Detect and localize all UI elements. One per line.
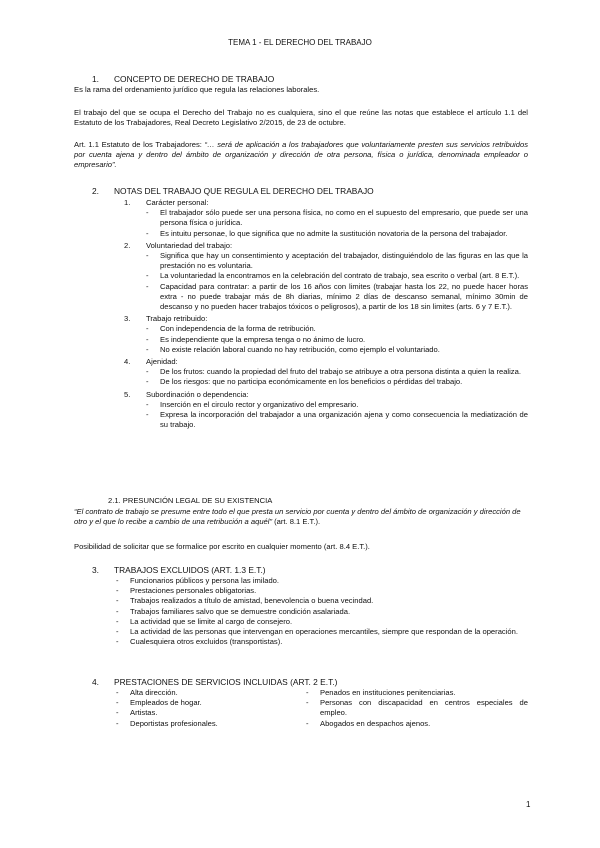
quote-reference: (art. 8.1 E.T.). (271, 517, 321, 527)
list-item: - El trabajador sólo puede ser una persona física, no como en el supuesto del empresario, que puede ser una persona física o jurídica. (146, 208, 528, 228)
bullet-dash: - (146, 208, 149, 218)
included-list-right (306, 688, 528, 729)
note-number: 4. (124, 357, 131, 367)
section-number: 4. (92, 677, 99, 687)
s1-definition: Es la rama del ordenamiento jurídico que regula las relaciones laborales. (74, 85, 320, 94)
bullet-dash: - (116, 586, 119, 596)
section-3-heading (92, 565, 266, 575)
note-label: Subordinación o dependencia: (146, 389, 249, 399)
section-title: CONCEPTO DE DERECHO DE TRABAJO (114, 74, 275, 84)
section-title: PRESTACIONES DE SERVICIOS INCLUIDAS (ART. 2 E.T.) (114, 677, 338, 687)
note-number: 2. (124, 240, 131, 250)
note-label: Carácter personal: (146, 198, 209, 207)
bullet-dash: - (116, 688, 119, 697)
list-item: - Trabajos realizados a título de amistad, benevolencia o buena vecindad. (116, 596, 374, 606)
bullet-dash: - (116, 606, 119, 616)
note-number: 5. (124, 389, 131, 399)
list-item: - Significa que hay un consentimiento y aceptación del trabajador, distinguiéndolo de las figuras en las que la prestación no es voluntaria. (146, 251, 528, 271)
list-item: - Es intuitu personae, lo que significa que no admite la sustitución novatoria de la persona del trabajador. (146, 228, 508, 238)
bullet-dash: - (146, 324, 149, 334)
bullet-dash: - (146, 377, 149, 387)
list-item: - Alta dirección. (116, 688, 178, 697)
bullet-dash: - (146, 271, 149, 281)
list-item: - No existe relación laboral cuando no hay retribución, como ejemplo el voluntariado. (146, 344, 440, 354)
list-item: - La actividad de las personas que intervengan en operaciones mercantiles, siempre que respondan de la operación. (116, 627, 518, 637)
subsection-heading: 2.1. PRESUNCIÓN LEGAL DE SU EXISTENCIA (108, 496, 273, 505)
formalization-note: Posibilidad de solicitar que se formalice por escrito en cualquier momento (art. 8.4 E.T.). (74, 542, 370, 551)
list-item: - Trabajos familiares salvo que se demuestre condición asalariada. (116, 606, 351, 616)
note-number: 3. (124, 314, 131, 324)
s1-article-quote (74, 140, 528, 171)
note-group (124, 357, 528, 388)
bullet-dash: - (116, 576, 119, 585)
bullet-dash: - (146, 251, 149, 261)
bullet-dash: - (306, 718, 309, 728)
section-number: 3. (92, 565, 99, 575)
list-item: - Funcionarios públicos y persona las imilado. (116, 576, 279, 585)
list-item: - Inserción en el circulo rector y organizativo del empresario. (146, 399, 359, 409)
excluded-list (116, 576, 528, 647)
section-4-heading (92, 677, 337, 687)
bullet-dash: - (146, 334, 149, 344)
list-item: - Personas con discapacidad en centros especiales de empleo. (306, 698, 528, 718)
list-item: - Con independencia de la forma de retribución. (146, 324, 316, 334)
list-item: - Deportistas profesionales. (116, 718, 218, 728)
section-number: 2. (92, 186, 99, 196)
bullet-dash: - (146, 399, 149, 409)
note-label: Ajenidad: (146, 357, 178, 367)
list-item: - De los riesgos: que no participa económicamente en los beneficios o pérdidas del trabajo. (146, 377, 463, 387)
article-quote-text: “… será de aplicación a los trabajadores que voluntariamente presten sus servicios retribuidos por cuenta ajena y dentro del ámbito de organización y dirección de otra persona, física o jurídica, denominada empleador o empresario”. (74, 140, 528, 170)
bullet-dash: - (116, 718, 119, 728)
section-1-heading (92, 74, 274, 84)
note-label: Voluntariedad del trabajo: (146, 240, 233, 250)
note-group (124, 314, 528, 355)
list-item: - Penados en instituciones penitenciarias. (306, 688, 456, 697)
bullet-dash: - (306, 698, 309, 708)
list-item: - Es independiente que la empresa tenga o no ánimo de lucro. (146, 334, 366, 344)
list-item: - Cualesquiera otros excluidos (transportistas). (116, 637, 283, 647)
list-item: - Abogados en despachos ajenos. (306, 718, 431, 728)
bullet-dash: - (116, 616, 119, 626)
note-number: 1. (124, 198, 131, 207)
bullet-dash: - (146, 410, 149, 420)
list-item: - Capacidad para contratar: a partir de los 16 años con limites (trabajar hasta los 22, no puede hacer horas extra - no puede trabajar más de 8h diarias, mínimo 2 días de descanso semanal, mínimo 30min de descanso y no pueden hacer trabajos tóxicos o peligrosos), a partir de los 18 sin limites (arts. 6 y 7 E.T.). (146, 281, 528, 312)
bullet-dash: - (146, 367, 149, 377)
included-list-left (116, 688, 296, 729)
bullet-dash: - (116, 627, 119, 637)
list-item: - Expresa la incorporación del trabajador a una organización ajena y como consecuencia la mediatización de su trabajo. (146, 410, 528, 430)
note-group (124, 390, 528, 431)
bullet-dash: - (306, 688, 309, 697)
bullet-dash: - (116, 596, 119, 606)
list-item: - Prestaciones personales obligatorias. (116, 586, 257, 596)
bullet-dash: - (116, 698, 119, 708)
section-title: TRABAJOS EXCLUIDOS (ART. 1.3 E.T.) (114, 565, 266, 575)
section-title: NOTAS DEL TRABAJO QUE REGULA EL DERECHO DEL TRABAJO (114, 186, 374, 196)
presumption-quote (74, 507, 530, 527)
page-number: 1 (526, 800, 531, 809)
list-item: - La actividad que se limite al cargo de consejero. (116, 616, 293, 626)
note-group (124, 241, 528, 312)
note-group (124, 198, 528, 239)
section-number: 1. (92, 74, 99, 84)
bullet-dash: - (146, 228, 149, 238)
quote-text: “El contrato de trabajo se presume entre todo el que presta un servicio por cuenta y dentro del ámbito de organización y dirección de otro y el que lo recibe a cambio de una retribución a aquél” (74, 507, 521, 527)
list-item: - De los frutos: cuando la propiedad del fruto del trabajo se atribuye a otra persona distinta a quien la realiza. (146, 367, 521, 377)
list-item: - Empleados de hogar. (116, 698, 202, 708)
note-label: Trabajo retribuido: (146, 314, 208, 324)
list-item: - Artistas. (116, 708, 158, 718)
s1-paragraph: El trabajo del que se ocupa el Derecho del Trabajo no es cualquiera, sino el que reúne las notas que establece el artículo 1.1 del Estatuto de los Trabajadores, Real Decreto Legislativo 2/2015, de 23 de octubre. (74, 108, 528, 128)
list-item: - La voluntariedad la encontramos en la celebración del contrato de trabajo, sea escrito o verbal (art. 8 E.T.). (146, 271, 520, 281)
bullet-dash: - (116, 637, 119, 647)
s2-notes-list (124, 198, 528, 430)
bullet-dash: - (146, 281, 149, 291)
bullet-dash: - (146, 344, 149, 354)
article-lead: Art. 1.1 Estatuto de los Trabajadores: (74, 140, 205, 149)
section-2-heading (92, 186, 374, 196)
bullet-dash: - (116, 708, 119, 718)
page-title: TEMA 1 - EL DERECHO DEL TRABAJO (228, 38, 372, 47)
